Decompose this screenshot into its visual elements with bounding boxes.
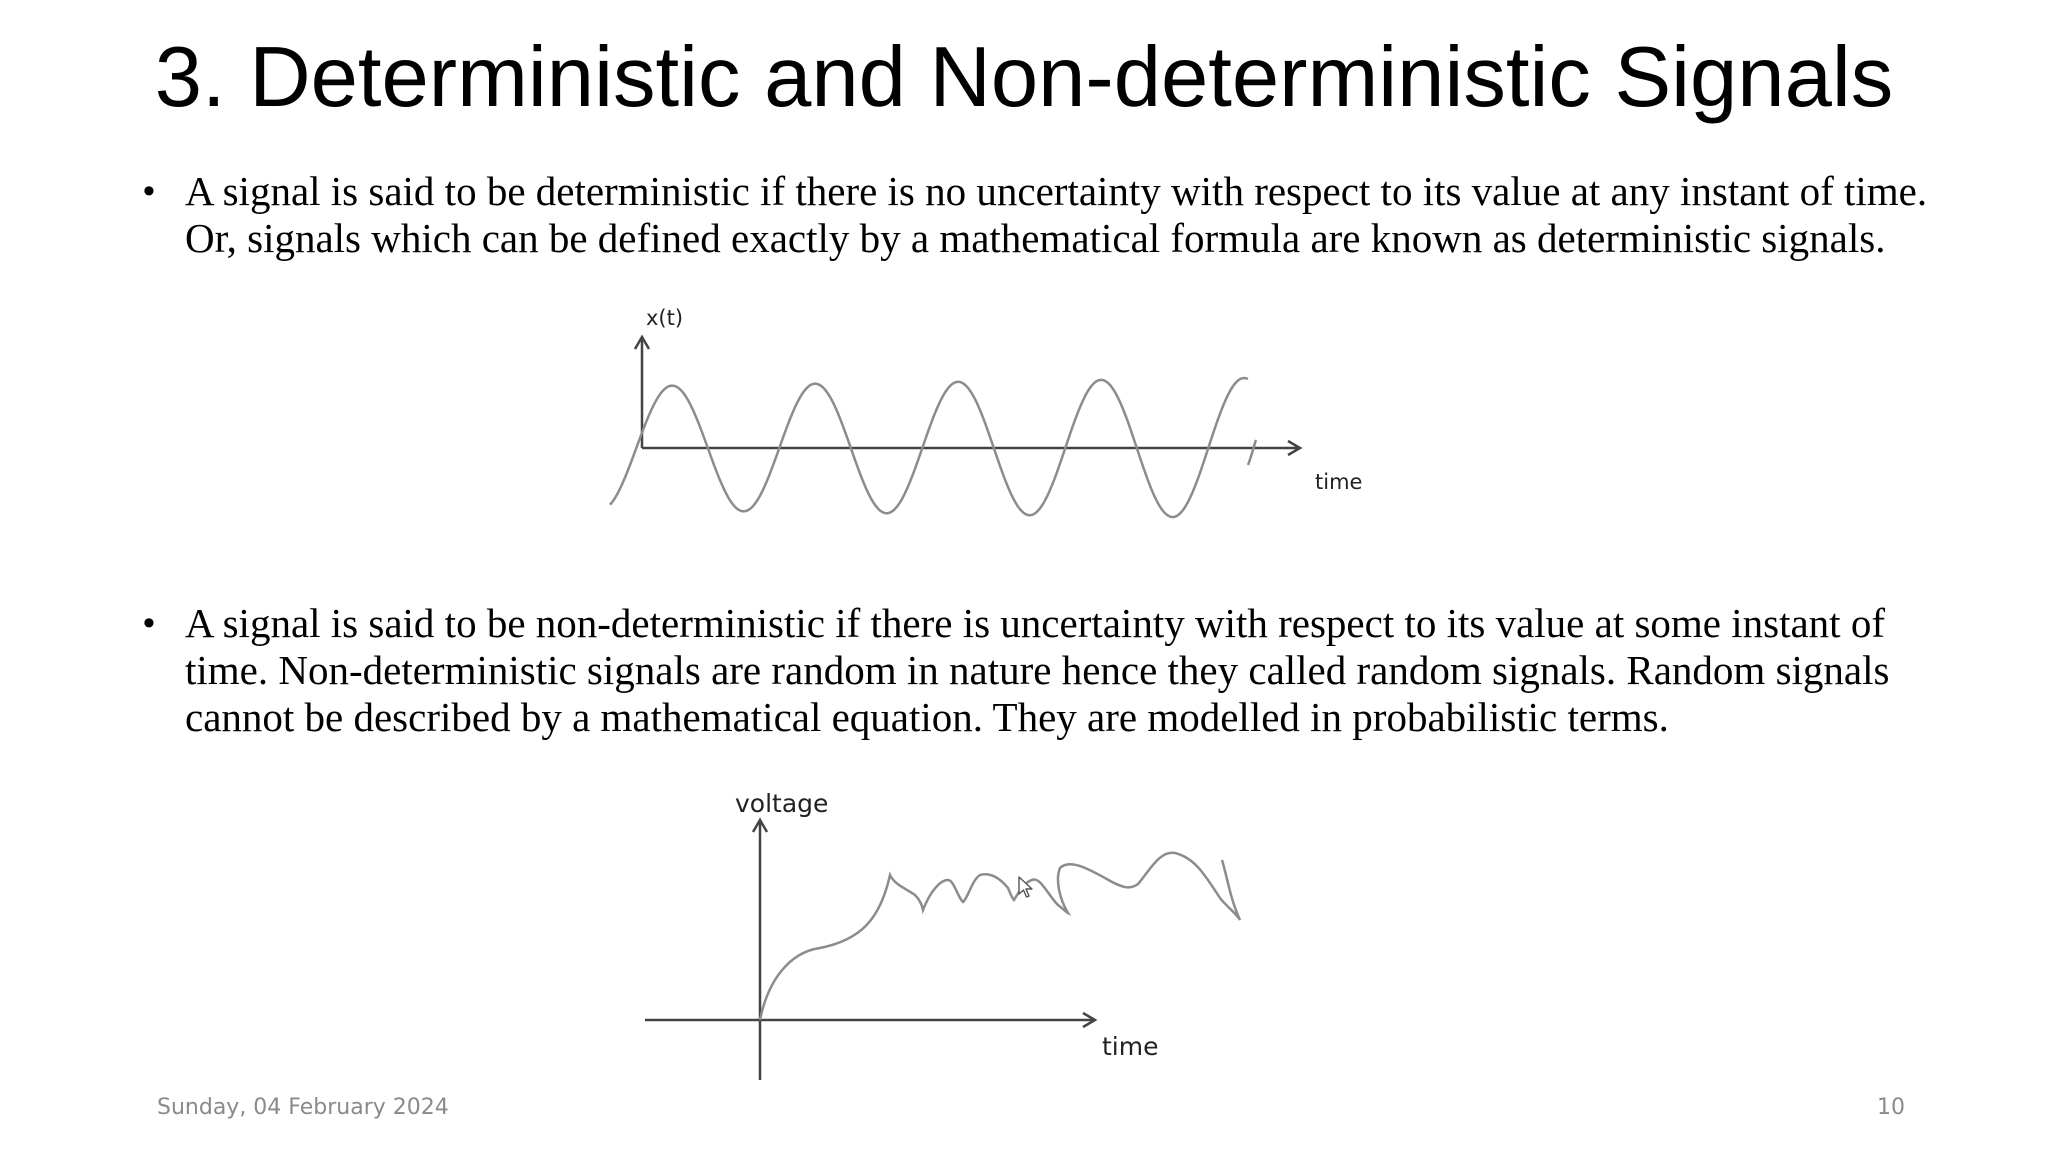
mouse-pointer-icon (1018, 876, 1036, 900)
x-axis-label: time (1102, 1032, 1159, 1061)
slide-title: 3. Deterministic and Non-deterministic Signals (154, 30, 1894, 125)
bullet-symbol: • (143, 172, 155, 210)
random-signal-curve (760, 853, 1240, 1020)
deterministic-signal-figure (600, 295, 1400, 530)
slide-number: 10 (1877, 1095, 1905, 1120)
bullet-symbol: • (143, 604, 155, 642)
bullet-non-deterministic (143, 600, 1965, 741)
bullet-text: A signal is said to be deterministic if there is no uncertainty with respect to its value at any instant of time. Or, signals which can be defined exactly by a mathematical formula are known as deterministic signals. (185, 168, 1928, 261)
bullet-text: A signal is said to be non-deterministic if there is uncertainty with respect to its value at some instant of time. Non-deterministic signals are random in nature hence they called random signals. Random signals cannot be described by a mathematical equation. They are modelled in probabilistic terms. (185, 600, 1890, 740)
y-axis-label: x(t) (646, 306, 684, 330)
footer-date: Sunday, 04 February 2024 (157, 1095, 449, 1120)
x-axis-label: time (1315, 470, 1363, 494)
bullet-deterministic (143, 168, 1965, 262)
y-axis-label: voltage (735, 789, 829, 818)
random-signal-figure (630, 780, 1310, 1085)
